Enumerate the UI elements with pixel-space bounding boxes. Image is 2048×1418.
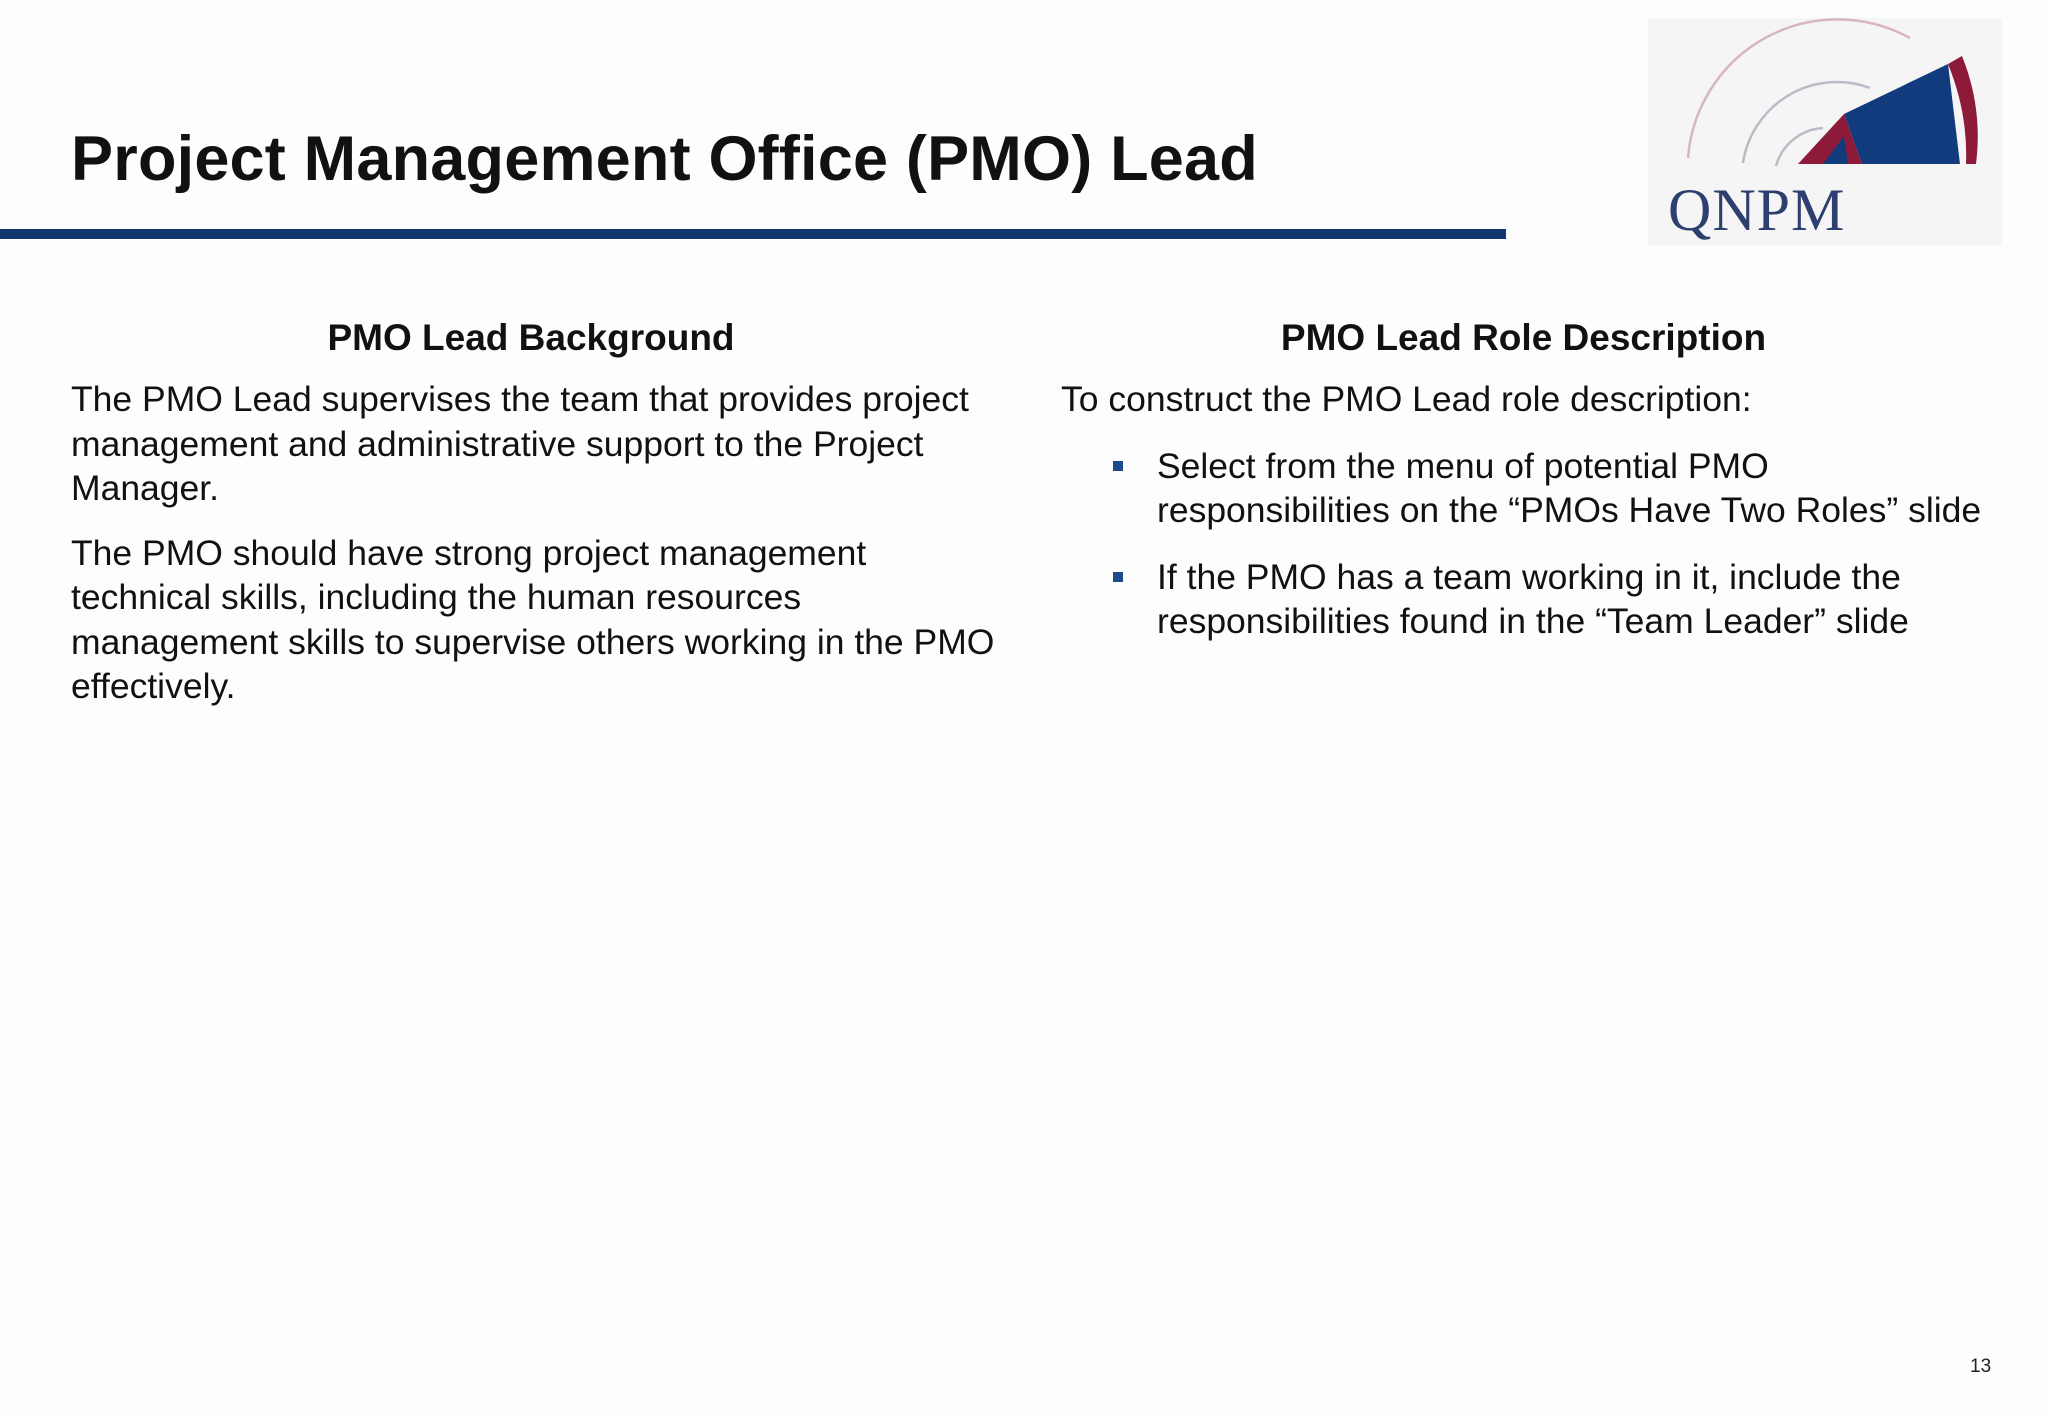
role-description-intro: To construct the PMO Lead role description:: [1061, 379, 1752, 420]
list-item: [1061, 444, 2001, 533]
left-column: [71, 316, 1001, 729]
right-column: [1061, 316, 2001, 666]
square-bullet-icon: [1113, 461, 1123, 471]
square-bullet-icon: [1113, 572, 1123, 582]
list-item-text: If the PMO has a team working in it, include the responsibilities found in the “Team Leader” slide: [1157, 556, 1909, 642]
right-column-heading: PMO Lead Role Description: [1280, 317, 1767, 358]
list-item-text: Select from the menu of potential PMO responsibilities on the “PMOs Have Two Roles” slide: [1157, 445, 1982, 531]
slide-title: Project Management Office (PMO) Lead: [71, 124, 1258, 194]
background-paragraph-1: The PMO Lead supervises the team that provides project management and administrative support to the Project Manager.: [71, 379, 969, 509]
list-item: [1061, 555, 2001, 644]
logo-wordmark: QNPM: [1668, 177, 1846, 243]
page-number: 13: [1970, 1356, 1992, 1377]
qnpm-logo-graphic: [1648, 18, 2002, 246]
left-column-heading: PMO Lead Background: [327, 317, 735, 358]
qnpm-logo: [1648, 18, 2002, 246]
role-description-list: [1061, 444, 2001, 644]
background-paragraph-2: The PMO should have strong project management technical skills, including the human resources management skills to supervise others working in the PMO effectively.: [71, 532, 995, 707]
title-underline: [0, 229, 1506, 239]
